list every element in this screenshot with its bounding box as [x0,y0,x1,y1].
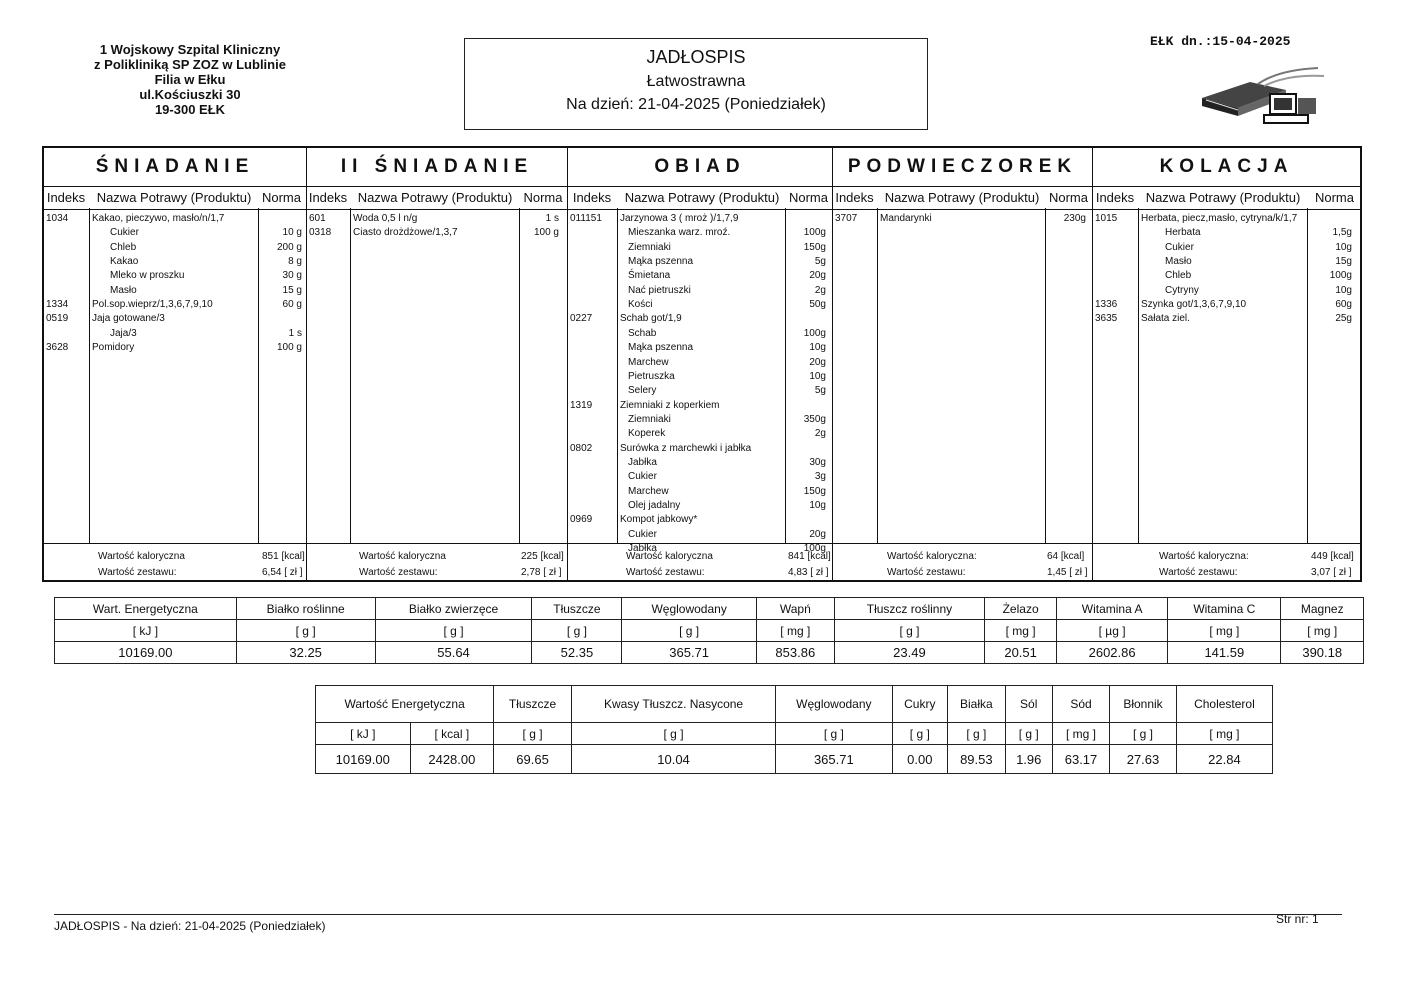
header-index: Indeks [46,190,86,205]
column-headers [568,186,832,210]
norm-value: 1 s [288,327,302,339]
norm-value: 20g [809,528,826,540]
ingredient-name: Selery [628,385,657,397]
nutrient-value: 2602.86 [1057,642,1168,664]
norm-value: 100g [803,227,826,239]
ingredient-name: Nać pietruszki [628,284,691,296]
dish-row [568,513,832,527]
nutrient-value: 390.18 [1281,642,1364,664]
norm-value: 100g [1329,270,1352,282]
norm-value: 150g [803,241,826,253]
dish-row [307,226,567,240]
divider [1045,208,1046,544]
ingredient-row [44,327,306,341]
nutrient-header: Cholesterol [1176,686,1272,723]
ingredient-name: Cukier [628,528,657,540]
ingredient-row [568,298,832,312]
norm-value: 150g [803,485,826,497]
ingredient-row [568,528,832,542]
nutrient-unit: [ mg ] [1281,620,1364,642]
dish-name: Woda 0,5 l n/g [353,213,418,224]
cost-value: 1,45 [ zł ] [1047,567,1088,578]
ingredient-row [568,226,832,240]
nutrient-unit: [ g ] [494,723,572,745]
institution-line: z Polikliniką SP ZOZ w Lublinie [94,57,286,72]
ingredient-row [44,241,306,255]
dish-index: 0969 [570,514,593,526]
norm-value: 20g [809,270,826,282]
page-number: Str nr: 1 [1276,912,1319,926]
ingredient-name: Cukier [628,471,657,483]
ingredient-name: Cukier [1165,241,1194,253]
ingredient-row [568,341,832,355]
kcal-value: 851 [kcal] [262,551,305,562]
dish-row [568,442,832,456]
nutrient-value: 10169.00 [55,642,237,664]
divider [350,208,351,544]
ingredient-name: Śmietana [628,270,671,282]
norm-value: 2g [814,284,826,296]
nutrient-header: Tłuszcze [494,686,572,723]
title-box [464,38,928,130]
nutrition-headers [316,686,1273,723]
kcal-value: 225 [kcal] [521,551,564,562]
nutrient-value: 32.25 [236,642,375,664]
page-title: JADŁOSPIS [646,47,746,67]
ingredient-row [568,241,832,255]
nutrient-unit: [ mg ] [1176,723,1272,745]
dish-index: 011151 [570,213,602,224]
dish-name: Herbata, piecz,masło, cytryna/k/1,7 [1141,213,1298,224]
nutrient-value: 23.49 [834,642,985,664]
dish-row [44,312,306,326]
dish-index: 0227 [570,313,593,325]
ingredient-name: Mąka pszenna [628,256,694,268]
nutrient-unit: [ g ] [834,620,985,642]
ingredient-name: Koperek [628,428,666,440]
norm-value: 25g [1335,313,1352,325]
kcal-label: Wartość kaloryczna [98,551,185,562]
header-name: Nazwa Potrawy (Produktu) [884,190,1040,205]
kcal-value: 64 [kcal] [1047,551,1085,562]
norm-value: 50g [809,299,826,311]
nutrient-header: Sól [1005,686,1052,723]
norm-value: 1,5g [1332,227,1352,239]
nutrition-units [55,620,1364,642]
nutrient-header: Witamina A [1057,598,1168,620]
dish-name: Mandarynki [880,213,932,224]
institution-line: 19-300 EŁK [154,102,226,117]
nutrient-unit: [ µg ] [1057,620,1168,642]
nutrient-unit: [ g ] [1005,723,1052,745]
dish-name: Pol.sop.wieprz/1,3,6,7,9,10 [92,299,213,311]
ingredient-row [1093,226,1360,240]
nutrient-header: Witamina C [1168,598,1281,620]
ingredient-row [568,413,832,427]
dish-name: Jarzynowa 3 ( mroż )/1,7,9 [620,213,739,224]
ingredient-row [568,384,832,398]
ingredient-name: Cukier [110,227,139,239]
nutrient-value: 52.35 [532,642,622,664]
ingredient-row [44,269,306,283]
meal-column-ii-sniadanie [307,148,568,580]
header-name: Nazwa Potrawy (Produktu) [1145,190,1301,205]
nutrient-value: 365.71 [622,642,757,664]
norm-value: 100 g [533,227,559,239]
ingredient-name: Chleb [1165,270,1192,282]
norm-value: 10 g [282,227,302,239]
ingredient-name: Mleko w proszku [110,270,185,282]
dish-row [307,212,567,226]
dish-index: 1336 [1095,299,1118,311]
nutrient-value: 1.96 [1005,745,1052,774]
nutrition-table-1 [54,597,1364,664]
column-headers [44,186,306,210]
institution-header [60,42,320,117]
dish-name: Kompot jabkowy* [620,514,698,526]
ingredient-row [568,470,832,484]
nutrient-unit: [ g ] [622,620,757,642]
nutrient-value: 63.17 [1052,745,1109,774]
ingredient-name: Masło [1165,256,1192,268]
dish-row [1093,312,1360,326]
ingredient-name: Pietruszka [628,370,675,382]
nutrient-header: Sód [1052,686,1109,723]
dish-index: 1319 [570,399,593,411]
dish-row [44,341,306,355]
ingredient-row [568,284,832,298]
dish-row [44,212,306,226]
header-index: Indeks [835,190,874,205]
nutrient-unit: [ g ] [571,723,775,745]
divider [1093,543,1360,544]
nutrition-table-2 [315,685,1273,774]
divider [833,543,1092,544]
norm-value: 100g [803,327,826,339]
book-computer-logo [1198,60,1328,126]
nutrient-value: 27.63 [1110,745,1177,774]
norm-value: 100 g [276,342,302,354]
divider [307,543,567,544]
ingredient-row [568,255,832,269]
norm-value: 5g [814,385,826,397]
ingredient-name: Ziemniaki [628,413,671,425]
header-name: Nazwa Potrawy (Produktu) [96,190,252,205]
nutrient-header: Cukry [892,686,948,723]
ingredient-name: Ziemniaki [628,241,671,253]
header-name: Nazwa Potrawy (Produktu) [357,190,513,205]
dish-index: 3628 [46,342,69,354]
ingredient-name: Jabłka [628,456,657,468]
dish-index: 601 [309,213,326,224]
dish-row [568,212,832,226]
ingredient-name: Mąka pszenna [628,342,694,354]
dish-index: 1334 [46,299,69,311]
header-index: Indeks [1095,190,1135,205]
nutrient-unit: [ kJ ] [316,723,411,745]
ingredient-row [568,370,832,384]
cost-label: Wartość zestawu: [359,567,438,578]
header-norm: Norma [261,190,301,205]
norm-value: 30 g [282,270,302,282]
cost-value: 2,78 [ zł ] [521,567,562,578]
nutrient-unit: [ mg ] [1168,620,1281,642]
footer-rule [54,914,1342,915]
norm-value: 2g [814,428,826,440]
norm-value: 5g [814,256,826,268]
dish-name: Ciasto drożdżowe/1,3,7 [353,227,458,239]
norm-value: 1 s [545,213,559,224]
dish-index: 1015 [1095,213,1118,224]
ingredient-name: Marchew [628,356,669,368]
ingredient-name: Olej jadalny [628,500,681,511]
nutrient-unit: [ mg ] [1052,723,1109,745]
nutrient-value: 10.04 [571,745,775,774]
ingredient-row [568,456,832,470]
nutrient-unit: [ g ] [776,723,892,745]
nutrient-value: 55.64 [375,642,532,664]
nutrition-values [316,745,1273,774]
norm-value: 230g [1063,213,1086,224]
meal-title: ŚNIADANIE [95,156,255,177]
ingredient-row [568,356,832,370]
dish-index: 1034 [46,213,69,224]
divider [44,543,306,544]
nutrition-units [316,723,1273,745]
dish-index: 3707 [835,213,858,224]
nutrient-value: 10169.00 [316,745,411,774]
nutrient-value: 853.86 [756,642,834,664]
institution-line: ul.Kościuszki 30 [139,87,241,102]
institution-line: Filia w Ełku [154,72,226,87]
header-index: Indeks [308,190,348,205]
nutrient-header: Wapń [756,598,834,620]
dish-row [568,399,832,413]
column-headers [1093,186,1360,210]
header-norm: Norma [1048,190,1088,205]
nutrient-unit: [ g ] [236,620,375,642]
cost-label: Wartość zestawu: [1159,567,1238,578]
ingredient-name: Jabłka [628,543,657,555]
dish-name: Kakao, pieczywo, masło/n/1,7 [92,213,225,224]
divider [519,208,520,544]
column-headers [307,186,567,210]
dish-index: 0519 [46,313,69,325]
nutrient-unit: [ kcal ] [410,723,494,745]
meal-title: II ŚNIADANIE [340,156,534,177]
meal-column-podwieczorek [833,148,1093,580]
norm-value: 200 g [276,241,302,253]
nutrient-value: 89.53 [948,745,1005,774]
ingredient-name: Cytryny [1165,284,1199,296]
nutrient-header: Tłuszcze [532,598,622,620]
nutrient-value: 0.00 [892,745,948,774]
dish-index: 0318 [309,227,332,239]
norm-value: 10g [809,342,826,354]
norm-value: 60g [1335,299,1352,311]
dish-name: Sałata ziel. [1141,313,1190,325]
nutrient-value: 2428.00 [410,745,494,774]
dish-row [1093,298,1360,312]
nutrient-unit: [ g ] [375,620,532,642]
divider [877,208,878,544]
cost-label: Wartość zestawu: [98,567,177,578]
ingredient-row [568,427,832,441]
ingredient-name: Kakao [110,256,139,268]
ingredient-row [1093,255,1360,269]
meal-title: KOLACJA [1159,156,1294,177]
nutrient-header: Wart. Energetyczna [55,598,237,620]
ingredient-row [568,269,832,283]
nutrient-unit: [ g ] [948,723,1005,745]
nutrient-header: Błonnik [1110,686,1177,723]
nutrient-unit: [ kJ ] [55,620,237,642]
dish-name: Ziemniaki z koperkiem [620,399,720,411]
meal-title: PODWIECZOREK [847,156,1078,177]
nutrient-header: Białka [948,686,1005,723]
nutrition-values [55,642,1364,664]
ingredient-name: Mieszanka warz. mroź. [628,227,731,239]
norm-value: 10g [1335,284,1352,296]
dish-row [44,298,306,312]
nutrient-header: Żelazo [985,598,1057,620]
ingredient-row [568,485,832,499]
nutrient-header: Kwasy Tłuszcz. Nasycone [571,686,775,723]
dish-row [833,212,1092,226]
dish-name: Schab got/1,9 [620,313,682,325]
ingredient-row [568,499,832,513]
kcal-label: Wartość kaloryczna [626,551,713,562]
norm-value: 100g [803,543,826,555]
cost-value: 4,83 [ zł ] [788,567,829,578]
nutrient-header: Białko zwierzęce [375,598,532,620]
norm-value: 15g [1335,256,1352,268]
meal-column-kolacja [1093,148,1360,580]
header-name: Nazwa Potrawy (Produktu) [624,190,780,205]
kcal-value: 449 [kcal] [1311,551,1354,562]
norm-value: 8 g [288,256,302,268]
ingredient-name: Marchew [628,485,669,497]
kcal-label: Wartość kaloryczna: [1159,551,1249,562]
nutrient-value: 22.84 [1176,745,1272,774]
nutrient-unit: [ g ] [532,620,622,642]
ingredient-name: Herbata [1165,227,1201,239]
ingredient-name: Jaja/3 [110,327,137,339]
meal-table [42,146,1362,582]
footer-text: JADŁOSPIS - Na dzień: 21-04-2025 (Poniedziałek) [54,919,326,933]
norm-value: 10g [1335,241,1352,253]
column-headers [833,186,1092,210]
nutrition-headers [55,598,1364,620]
norm-value: 3g [814,471,826,483]
dish-row [1093,212,1360,226]
ingredient-name: Schab [628,327,657,339]
nutrient-header: Magnez [1281,598,1364,620]
nutrient-value: 69.65 [494,745,572,774]
norm-value: 10g [809,500,826,511]
cost-label: Wartość zestawu: [887,567,966,578]
ingredient-name: Kości [628,299,653,311]
nutrient-unit: [ g ] [892,723,948,745]
ingredient-row [568,327,832,341]
norm-value: 350g [803,413,826,425]
ingredient-row [44,255,306,269]
nutrient-header: Węglowodany [776,686,892,723]
nutrient-value: 365.71 [776,745,892,774]
kcal-label: Wartość kaloryczna: [887,551,977,562]
dish-row [568,312,832,326]
norm-value: 30g [809,456,826,468]
nutrient-header: Białko roślinne [236,598,375,620]
nutrient-header: Tłuszcz roślinny [834,598,985,620]
ingredient-row [1093,284,1360,298]
header-norm: Norma [1314,190,1354,205]
nutrient-header: Wartość Energetyczna [316,686,494,723]
nutrient-header: Węglowodany [622,598,757,620]
nutrient-unit: [ mg ] [985,620,1057,642]
ingredient-name: Masło [110,284,137,296]
cost-label: Wartość zestawu: [626,567,705,578]
header-norm: Norma [523,190,563,205]
ingredient-name: Chleb [110,241,137,253]
ingredient-row [1093,269,1360,283]
norm-value: 20g [809,356,826,368]
dish-index: 3635 [1095,313,1118,325]
ingredient-row [1093,241,1360,255]
nutrient-unit: [ mg ] [756,620,834,642]
ingredient-row [44,284,306,298]
cost-value: 3,07 [ zł ] [1311,567,1352,578]
dish-name: Jaja gotowane/3 [92,313,165,325]
menu-date: Na dzień: 21-04-2025 (Poniedziałek) [566,96,826,113]
header-index: Indeks [572,190,612,205]
dish-index: 0802 [570,442,593,454]
nutrient-value: 141.59 [1168,642,1281,664]
diet-name: Łatwostrawna [646,73,746,90]
dish-name: Surówka z marchewki i jabłka [620,442,752,454]
cost-value: 6,54 [ zł ] [262,567,303,578]
meal-column-obiad [568,148,833,580]
dish-name: Szynka got/1,3,6,7,9,10 [1141,299,1247,311]
nutrient-unit: [ g ] [1110,723,1177,745]
norm-value: 10g [809,370,826,382]
kcal-label: Wartość kaloryczna [359,551,446,562]
print-date: EŁK dn.:15-04-2025 [1150,34,1291,49]
kcal-value: 841 [kcal] [788,551,831,562]
header-norm: Norma [788,190,828,205]
norm-value: 60 g [282,299,302,311]
meal-title: OBIAD [654,156,746,177]
ingredient-row [44,226,306,240]
dish-name: Pomidory [92,342,135,354]
nutrient-value: 20.51 [985,642,1057,664]
institution-line: 1 Wojskowy Szpital Kliniczny [99,42,281,57]
meal-column-sniadanie [44,148,307,580]
norm-value: 15 g [282,284,302,296]
